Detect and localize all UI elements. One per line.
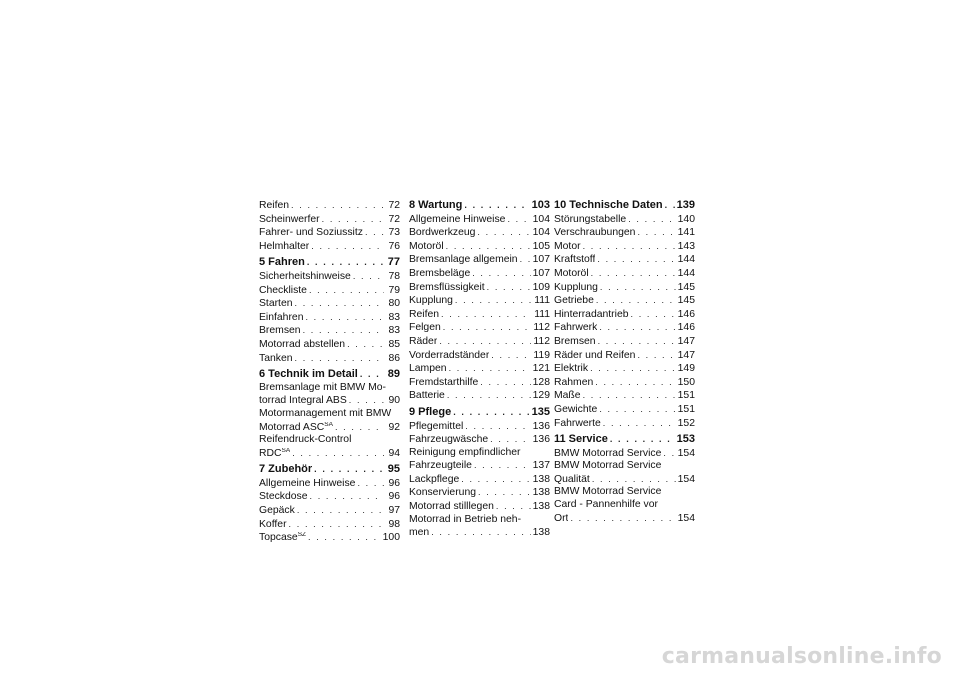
toc-page-number: 135: [531, 405, 550, 418]
toc-label: Pflegemittel: [409, 420, 464, 432]
toc-label: BMW Motorrad Service: [554, 447, 662, 459]
toc-page-number: 79: [388, 284, 400, 296]
toc-page-number: 94: [388, 447, 400, 459]
toc-entry-bremsen[interactable]: [259, 324, 400, 338]
toc-label: Lampen: [409, 363, 447, 375]
toc-column-2: [409, 199, 550, 540]
toc-label: Räder und Reifen: [554, 349, 636, 361]
toc-page-number: 151: [677, 403, 695, 415]
toc-chapter-6-technik[interactable]: [259, 368, 400, 381]
toc-page-number: 145: [677, 281, 695, 293]
toc-entry-kraftstoff[interactable]: [554, 253, 695, 267]
toc-page-number: 153: [676, 433, 695, 446]
toc-page-number: 77: [387, 256, 400, 269]
toc-page-number: 76: [388, 240, 400, 252]
toc-page-number: 103: [531, 199, 550, 211]
toc-label: Fahrer- und Soziussitz: [259, 227, 363, 239]
toc-label: Kraftstoff: [554, 254, 596, 266]
toc-page-number: 137: [532, 460, 550, 472]
toc-page-number: 141: [677, 227, 695, 239]
toc-page-number: 80: [388, 298, 400, 310]
toc-chapter-label: 9 Pflege: [409, 405, 452, 418]
toc-label: Motor: [554, 240, 581, 252]
toc-label: Motorrad abstellen: [259, 338, 346, 350]
toc-entry-reifen[interactable]: [259, 199, 400, 213]
toc-page-number: 109: [532, 281, 550, 293]
toc-entry-einfahren[interactable]: [259, 311, 400, 325]
toc-chapter-5-fahren[interactable]: [259, 256, 400, 269]
toc-entry-bordwerkzeug[interactable]: [409, 226, 550, 240]
toc-entry-kupplung[interactable]: [409, 294, 550, 308]
toc-page-number: 72: [388, 200, 400, 211]
toc-label: Gewichte: [554, 403, 598, 415]
toc-page-number: 73: [388, 227, 400, 239]
toc-label: Fremdstarthilfe: [409, 376, 479, 388]
toc-entry-reinigung-line1[interactable]: Reinigung empfindlicher: [409, 446, 521, 458]
toc-page-number: 139: [676, 199, 695, 211]
toc-entry-lampen[interactable]: [409, 362, 550, 376]
toc-label: Qualität: [554, 473, 590, 485]
toc-label: Räder: [409, 335, 438, 347]
toc-page-number: 144: [677, 254, 695, 266]
toc-column-3: [554, 199, 695, 525]
toc-entry-checkliste[interactable]: [259, 284, 400, 298]
toc-label: men: [409, 527, 430, 539]
toc-entry-integral-abs[interactable]: [259, 394, 400, 408]
toc-page-number: 112: [533, 335, 550, 347]
toc-page-number: 152: [677, 417, 695, 429]
toc-label: Verschraubungen: [554, 227, 636, 239]
toc-entry-motor[interactable]: [554, 240, 695, 254]
toc-label: torrad Integral ABS: [259, 395, 347, 407]
toc-label: Getriebe: [554, 295, 594, 307]
toc-page-number: 147: [677, 349, 695, 361]
toc-entry-verschraubungen[interactable]: [554, 226, 695, 240]
toc-label: Kupplung: [409, 295, 453, 307]
watermark-text: carmanualsonline.info: [661, 644, 942, 669]
toc-label: Vorderradständer: [409, 349, 490, 361]
toc-page-number: 138: [532, 487, 550, 499]
toc-entry-fremdstarthilfe[interactable]: [409, 376, 550, 390]
toc-entry-sicherheitshinweise[interactable]: [259, 270, 400, 284]
toc-entry-qualitaet-line1[interactable]: BMW Motorrad Service: [554, 460, 662, 472]
toc-page-number: 100: [382, 532, 400, 544]
toc-entry-gepaeck[interactable]: [259, 504, 400, 518]
toc-entry-motorrad-asc[interactable]: [259, 421, 400, 435]
sa-superscript: SA: [324, 421, 333, 428]
toc-entry-fahrwerte[interactable]: [554, 417, 695, 431]
toc-label: Motoröl: [554, 267, 589, 279]
toc-page-number: 83: [388, 325, 400, 337]
toc-entry-scheinwerfer[interactable]: [259, 213, 400, 227]
toc-entry-betrieb-line1[interactable]: Motorrad in Betrieb neh-: [409, 513, 522, 525]
toc-label: Fahrwerk: [554, 322, 598, 334]
toc-chapter-8-wartung[interactable]: [409, 199, 550, 212]
toc-page-number: 83: [388, 311, 400, 323]
toc-page-number: 78: [388, 270, 400, 282]
toc-entry-helmhalter[interactable]: [259, 240, 400, 254]
toc-entry-stilllegen[interactable]: [409, 500, 550, 514]
toc-page-number: 86: [388, 352, 400, 364]
toc-entry-gewichte[interactable]: [554, 403, 695, 417]
sz-superscript: SZ: [297, 532, 307, 539]
toc-page-number: 92: [388, 421, 400, 433]
toc-chapter-label: 5 Fahren: [259, 256, 305, 269]
toc-label: Allgemeine Hinweise: [259, 477, 356, 489]
toc-entry-motoroel[interactable]: [554, 267, 695, 281]
toc-label: Batterie: [409, 390, 445, 402]
toc-entry-raeder-und-reifen[interactable]: [554, 349, 695, 363]
toc-page-number: 107: [532, 254, 550, 266]
toc-page-number: 128: [532, 376, 550, 388]
toc-label: Lackpflege: [409, 473, 460, 485]
toc-label: Motorrad $ASC^{SA}$: [259, 421, 333, 433]
toc-entry-pflegemittel[interactable]: [409, 420, 550, 434]
toc-chapter-label: 10 Technische Daten: [554, 199, 663, 211]
toc-chapter-9-pflege[interactable]: [409, 406, 550, 419]
toc-label: Reifen: [259, 200, 290, 211]
toc-entry-raeder[interactable]: [409, 335, 550, 349]
toc-chapter-label: 7 Zubehör: [259, 463, 313, 476]
toc-label: Bremsbeläge: [409, 267, 471, 279]
toc-entry-steckdose[interactable]: [259, 490, 400, 504]
toc-page-number: 105: [532, 240, 550, 252]
toc-entry-fahrer-soziussitz[interactable]: [259, 226, 400, 240]
toc-entry-motoroel[interactable]: [409, 240, 550, 254]
toc-label: Starten: [259, 298, 293, 310]
toc-label: Checkliste: [259, 284, 307, 296]
toc-page-number: 154: [677, 447, 695, 459]
toc-page-number: 104: [532, 213, 550, 225]
toc-label: Bremsen: [554, 335, 596, 347]
toc-label: Helmhalter: [259, 240, 310, 252]
toc-label: Elektrik: [554, 363, 589, 375]
toc-label: Sicherheitshinweise: [259, 270, 351, 282]
toc-chapter-7-zubehoer[interactable]: [259, 463, 400, 476]
toc-entry-bremsanlage-allgemein[interactable]: [409, 253, 550, 267]
toc-entry-vorderradstaender[interactable]: [409, 349, 550, 363]
toc-page-number: 149: [677, 363, 695, 375]
toc-label: Tanken: [259, 352, 293, 364]
toc-entry-bremsbelaege[interactable]: [409, 267, 550, 281]
toc-page-number: 96: [388, 491, 400, 503]
toc-entry-kupplung[interactable]: [554, 281, 695, 295]
toc-page-number: 112: [533, 322, 550, 334]
toc-label: Bordwerkzeug: [409, 227, 476, 239]
toc-entry-reifen[interactable]: [409, 308, 550, 322]
toc-entry-betrieb-nehmen[interactable]: [409, 526, 550, 540]
toc-label: Scheinwerfer: [259, 213, 320, 225]
toc-entry-getriebe[interactable]: [554, 294, 695, 308]
toc-entry-batterie[interactable]: [409, 389, 550, 403]
toc-label: Kupplung: [554, 281, 598, 293]
toc-entry-topcase[interactable]: [259, 531, 400, 545]
toc-entry-fahrzeugteile[interactable]: [409, 459, 550, 473]
toc-chapter-10-technische-daten[interactable]: [554, 199, 695, 212]
toc-entry-bremsfluessigkeit[interactable]: [409, 281, 550, 295]
toc-label: Fahrzeugteile: [409, 460, 472, 472]
toc-entry-konservierung[interactable]: [409, 486, 550, 500]
toc-page-number: 154: [677, 512, 695, 524]
toc-entry-rdc-line1[interactable]: Reifendruck-Control: [259, 434, 352, 446]
toc-page-number: 145: [677, 295, 695, 307]
toc-chapter-11-service[interactable]: [554, 433, 695, 446]
toc-label: Rahmen: [554, 376, 594, 388]
toc-page-number: 121: [532, 363, 550, 375]
toc-entry-bmw-motorrad-service[interactable]: [554, 447, 695, 461]
toc-label: Bremsen: [259, 325, 301, 337]
toc-entry-asc-line1[interactable]: Motormanagement mit BMW: [259, 407, 392, 419]
toc-label: Gepäck: [259, 505, 295, 517]
toc-label: Motoröl: [409, 240, 444, 252]
toc-label: Hinterradantrieb: [554, 308, 629, 320]
toc-entry-card-line2[interactable]: Card - Pannenhilfe vor: [554, 499, 658, 511]
toc-label: Einfahren: [259, 311, 304, 323]
toc-page-number: 136: [532, 420, 550, 432]
toc-page-number: 111: [534, 295, 550, 307]
toc-page-number: 147: [677, 335, 695, 347]
toc-entry-qualitaet[interactable]: [554, 473, 695, 487]
toc-page-number: 90: [388, 395, 400, 407]
toc-label: Fahrzeugwäsche: [409, 434, 489, 446]
toc-label: $RDC^{SA}$: [259, 447, 291, 459]
toc-page-number: 119: [533, 349, 550, 361]
toc-label: Ort: [554, 512, 569, 524]
toc-page-number: 136: [532, 434, 550, 446]
toc-label: Störungstabelle: [554, 213, 627, 225]
toc-entry-rdc[interactable]: [259, 447, 400, 461]
toc-page-number: 104: [532, 227, 550, 239]
toc-page-number: 146: [677, 322, 695, 334]
toc-label: Felgen: [409, 322, 441, 334]
toc-entry-rahmen[interactable]: [554, 376, 695, 390]
toc-page-number: 95: [387, 463, 400, 476]
toc-page-number: 154: [677, 473, 695, 485]
toc-page-number: 89: [387, 368, 400, 381]
toc-label: Bremsanlage allgemein: [409, 254, 518, 266]
toc-page-number: 140: [677, 213, 695, 225]
toc-entry-abs-line1[interactable]: Bremsanlage mit BMW Mo-: [259, 381, 387, 393]
toc-label: Reifen: [409, 308, 440, 320]
toc-entry-bremsen[interactable]: [554, 335, 695, 349]
toc-page-number: 111: [534, 308, 550, 320]
toc-entry-pannenhilfe-ort[interactable]: [554, 512, 695, 526]
toc-entry-koffer[interactable]: [259, 518, 400, 532]
toc-label: Maße: [554, 390, 581, 402]
toc-page-number: 129: [532, 390, 550, 402]
toc-entry-hinterradantrieb[interactable]: [554, 308, 695, 322]
toc-entry-lackpflege[interactable]: [409, 473, 550, 487]
toc-page-number: 138: [532, 473, 550, 485]
toc-column-1: [259, 199, 400, 545]
toc-entry-masse[interactable]: [554, 389, 695, 403]
toc-entry-fahrwerk[interactable]: [554, 321, 695, 335]
toc-page-number: 138: [532, 501, 550, 513]
toc-label: Koffer: [259, 518, 287, 530]
toc-chapter-label: 8 Wartung: [409, 199, 463, 211]
toc-page-number: 138: [532, 527, 550, 539]
toc-label: Bremsflüssigkeit: [409, 281, 485, 293]
toc-entry-stoerungstabelle[interactable]: [554, 213, 695, 227]
toc-page-number: 143: [677, 240, 695, 252]
toc-entry-card-line1[interactable]: BMW Motorrad Service: [554, 486, 662, 498]
toc-label: Allgemeine Hinweise: [409, 213, 506, 225]
toc-label: Motorrad stilllegen: [409, 501, 494, 513]
toc-entry-motorrad-abstellen[interactable]: [259, 338, 400, 352]
toc-page-number: 151: [677, 390, 695, 402]
toc-entry-fahrzeugwaesche[interactable]: [409, 433, 550, 447]
sa-superscript: SA: [281, 447, 291, 454]
toc-page-number: 150: [677, 376, 695, 388]
toc-page-number: 85: [388, 338, 400, 350]
toc-chapter-label: 11 Service: [554, 433, 608, 446]
toc-page-number: 72: [388, 213, 400, 225]
toc-page-number: 146: [677, 308, 695, 320]
toc-entry-allgemeine-hinweise[interactable]: [259, 477, 400, 491]
toc-entry-allgemeine-hinweise[interactable]: [409, 213, 550, 227]
toc-label: Fahrwerte: [554, 417, 601, 429]
toc-page-number: 144: [677, 267, 695, 279]
toc-page-number: 97: [388, 505, 400, 517]
toc-entry-tanken[interactable]: [259, 352, 400, 366]
toc-label: Topcase$^{SZ}$: [259, 532, 307, 544]
toc-label: Steckdose: [259, 491, 308, 503]
toc-label: Konservierung: [409, 487, 477, 499]
toc-entry-starten[interactable]: [259, 297, 400, 311]
toc-page-number: 96: [388, 477, 400, 489]
toc-entry-elektrik[interactable]: [554, 362, 695, 376]
toc-entry-felgen[interactable]: [409, 321, 550, 335]
toc-page-number: 107: [532, 267, 550, 279]
toc-chapter-label: 6 Technik im Detail: [259, 368, 358, 381]
toc-page-number: 98: [388, 518, 400, 530]
